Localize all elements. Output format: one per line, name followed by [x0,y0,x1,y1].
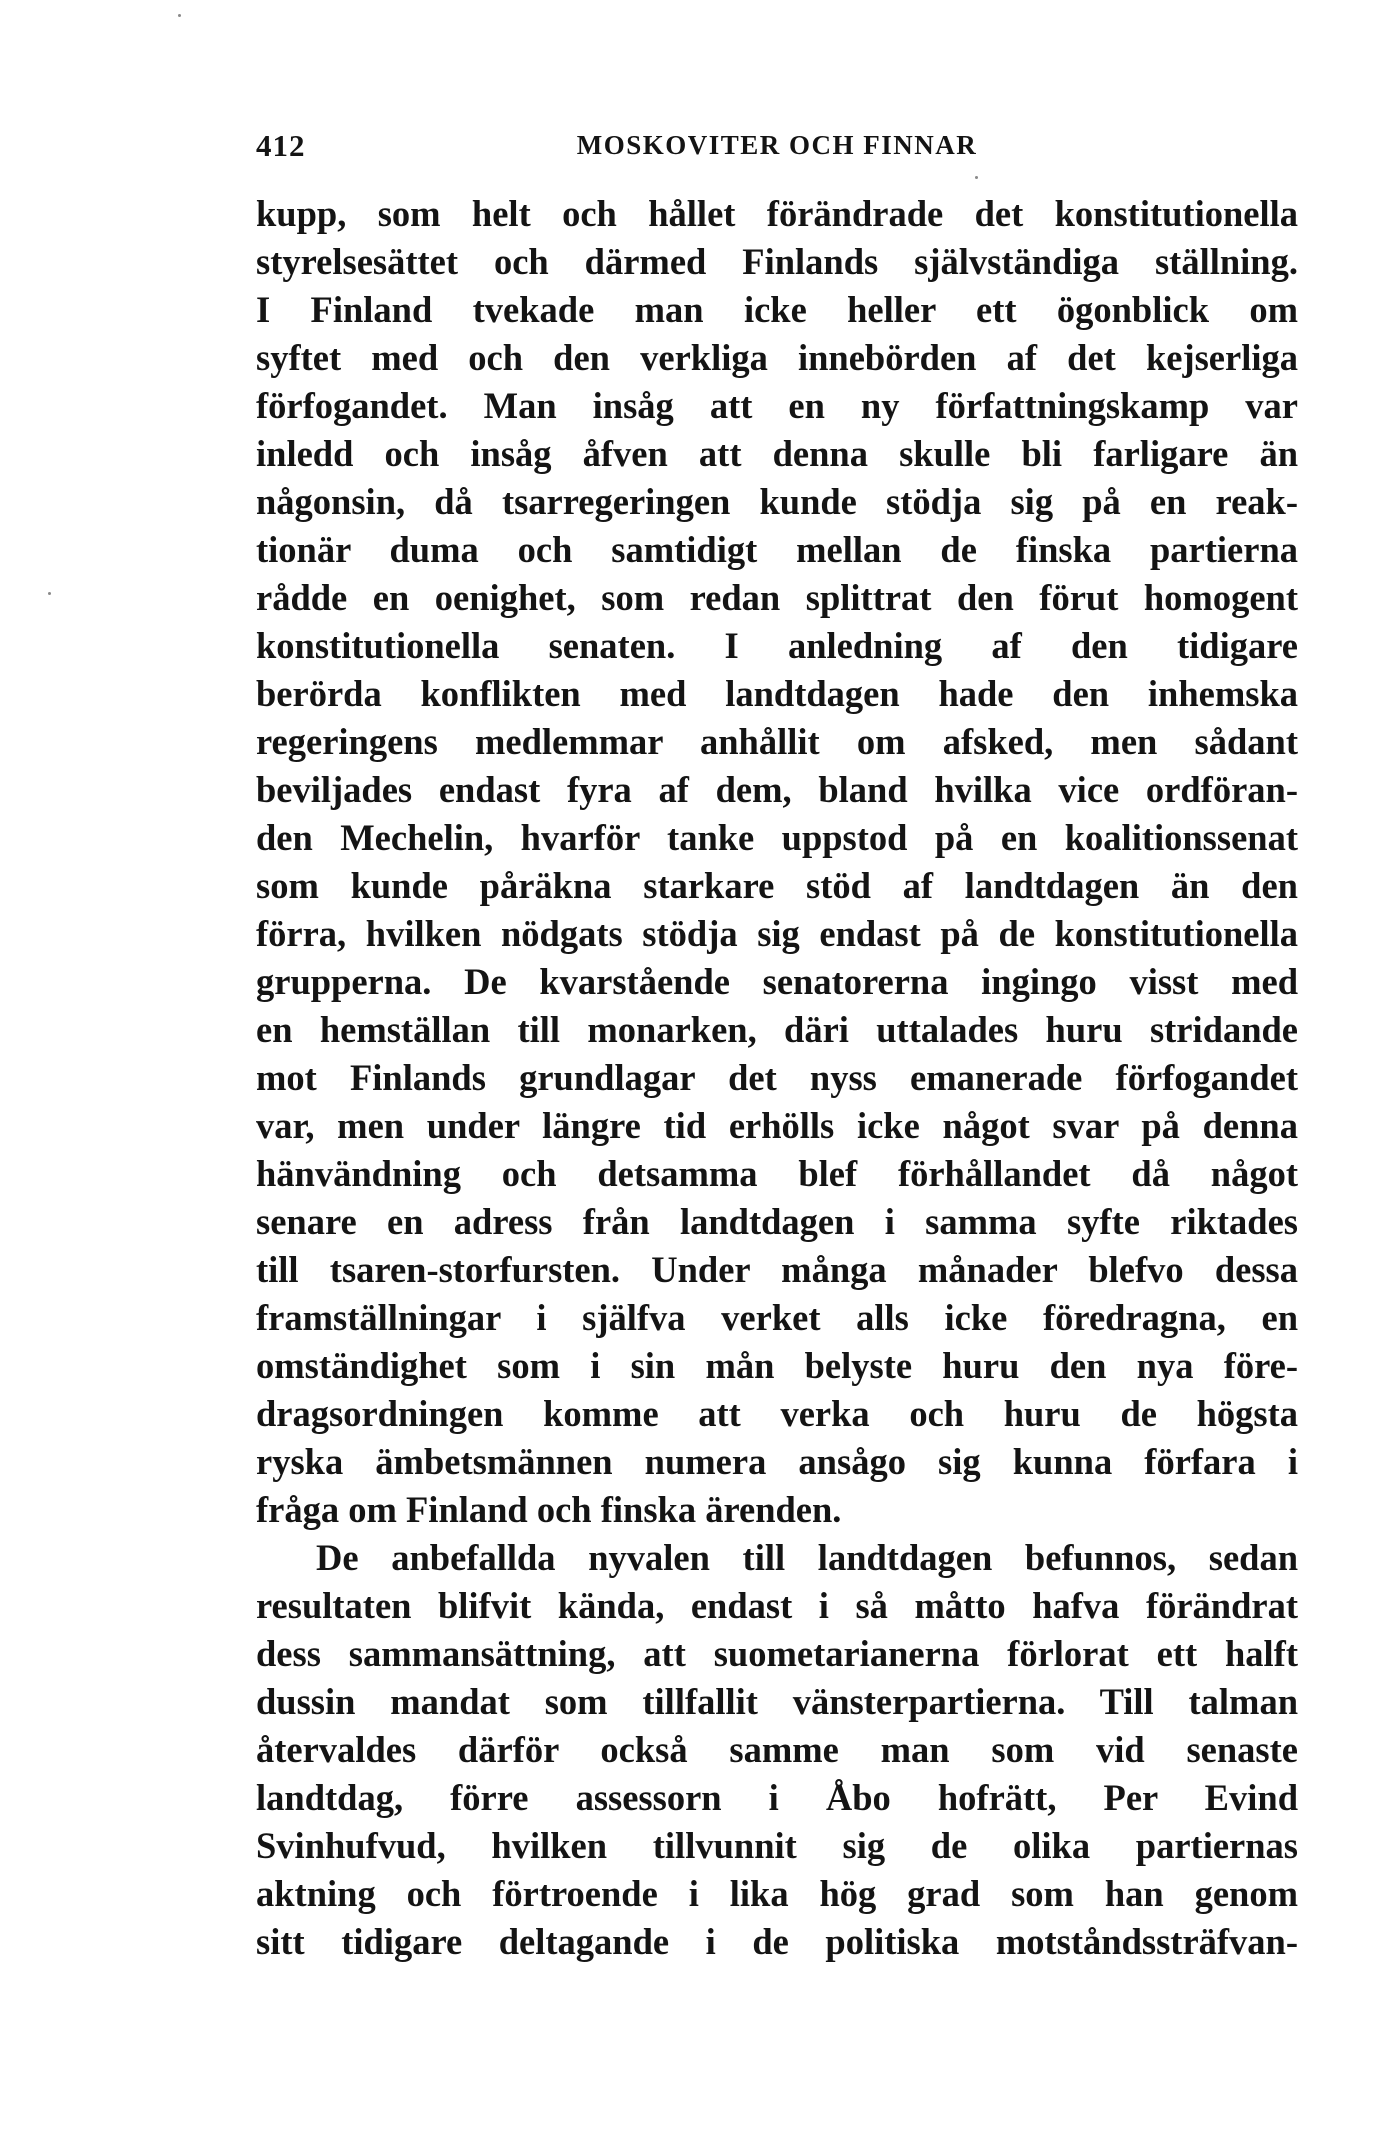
paragraph-start-line: De anbefallda nyvalen till landtdagen befunnos, sedan [316,1537,1298,1578]
text-line: berörda konflikten med landtdagen hade den inhemska [256,673,1298,714]
text-line: omständighet som i sin mån belyste huru den nya före- [256,1345,1298,1386]
text-line: en hemställan till monarken, däri uttalades huru stridande [256,1009,1298,1050]
text-line: förfogandet. Man insåg att en ny författningskamp var [256,385,1298,426]
body-text [256,190,1298,1966]
text-line: dess sammansättning, att suometarianerna förlorat ett halft [256,1633,1298,1674]
text-line: grupperna. De kvarstående senatorerna ingingo visst med [256,961,1298,1002]
text-line: dragsordningen komme att verka och huru de högsta [256,1393,1298,1434]
text-line: aktning och förtroende i lika hög grad som han genom [256,1873,1298,1914]
text-line: I Finland tvekade man icke heller ett ögonblick om [256,289,1298,330]
running-title: MOSKOVITER OCH FINNAR [576,130,978,160]
text-line: kupp, som helt och hållet förändrade det konstitutionella [256,193,1298,234]
text-line: till tsaren-storfursten. Under många månader blefvo dessa [256,1249,1298,1290]
paper-speck [178,14,181,17]
text-line: inledd och insåg åfven att denna skulle bli farligare än [256,433,1298,474]
text-line: dussin mandat som tillfallit vänsterpartierna. Till talman [256,1681,1298,1722]
text-line: beviljades endast fyra af dem, bland hvilka vice ordföran- [256,769,1298,810]
text-line: Svinhufvud, hvilken tillvunnit sig de olika partiernas [256,1825,1298,1866]
paper-speck [975,176,978,179]
text-line: konstitutionella senaten. I anledning af den tidigare [256,625,1298,666]
text-line: var, men under längre tid erhölls icke något svar på denna [256,1105,1298,1146]
text-line: sitt tidigare deltagande i de politiska motståndssträfvan- [256,1921,1298,1962]
text-line: tionär duma och samtidigt mellan de finska partierna [256,529,1298,570]
text-line: mot Finlands grundlagar det nyss emanerade förfogandet [256,1057,1298,1098]
text-line: den Mechelin, hvarför tanke uppstod på en koalitionssenat [256,817,1298,858]
text-line: återvaldes därför också samme man som vid senaste [256,1729,1298,1770]
text-line: rådde en oenighet, som redan splittrat den förut homogent [256,577,1298,618]
paper-speck [48,592,51,595]
page-number: 412 [256,128,306,163]
text-line: regeringens medlemmar anhållit om afsked, men sådant [256,721,1298,762]
text-line: syftet med och den verkliga innebörden af det kejserliga [256,337,1298,378]
text-line: någonsin, då tsarregeringen kunde stödja sig på en reak- [256,481,1298,522]
paragraph-end-line: fråga om Finland och finska ärenden. [256,1489,842,1530]
text-line: framställningar i själfva verket alls icke föredragna, en [256,1297,1298,1338]
text-line: landtdag, förre assessorn i Åbo hofrätt, Per Evind [256,1777,1298,1818]
text-line: resultaten blifvit kända, endast i så måtto hafva förändrat [256,1585,1298,1626]
text-line: som kunde påräkna starkare stöd af landtdagen än den [256,865,1298,906]
text-line: ryska ämbetsmännen numera ansågo sig kunna förfara i [256,1441,1298,1482]
text-line: förra, hvilken nödgats stödja sig endast på de konstitutionella [256,913,1298,954]
text-line: senare en adress från landtdagen i samma syfte riktades [256,1201,1298,1242]
text-line: styrelsesättet och därmed Finlands självständiga ställning. [256,241,1298,282]
page-header [256,128,1298,172]
text-line: hänvändning och detsamma blef förhållandet då något [256,1153,1298,1194]
